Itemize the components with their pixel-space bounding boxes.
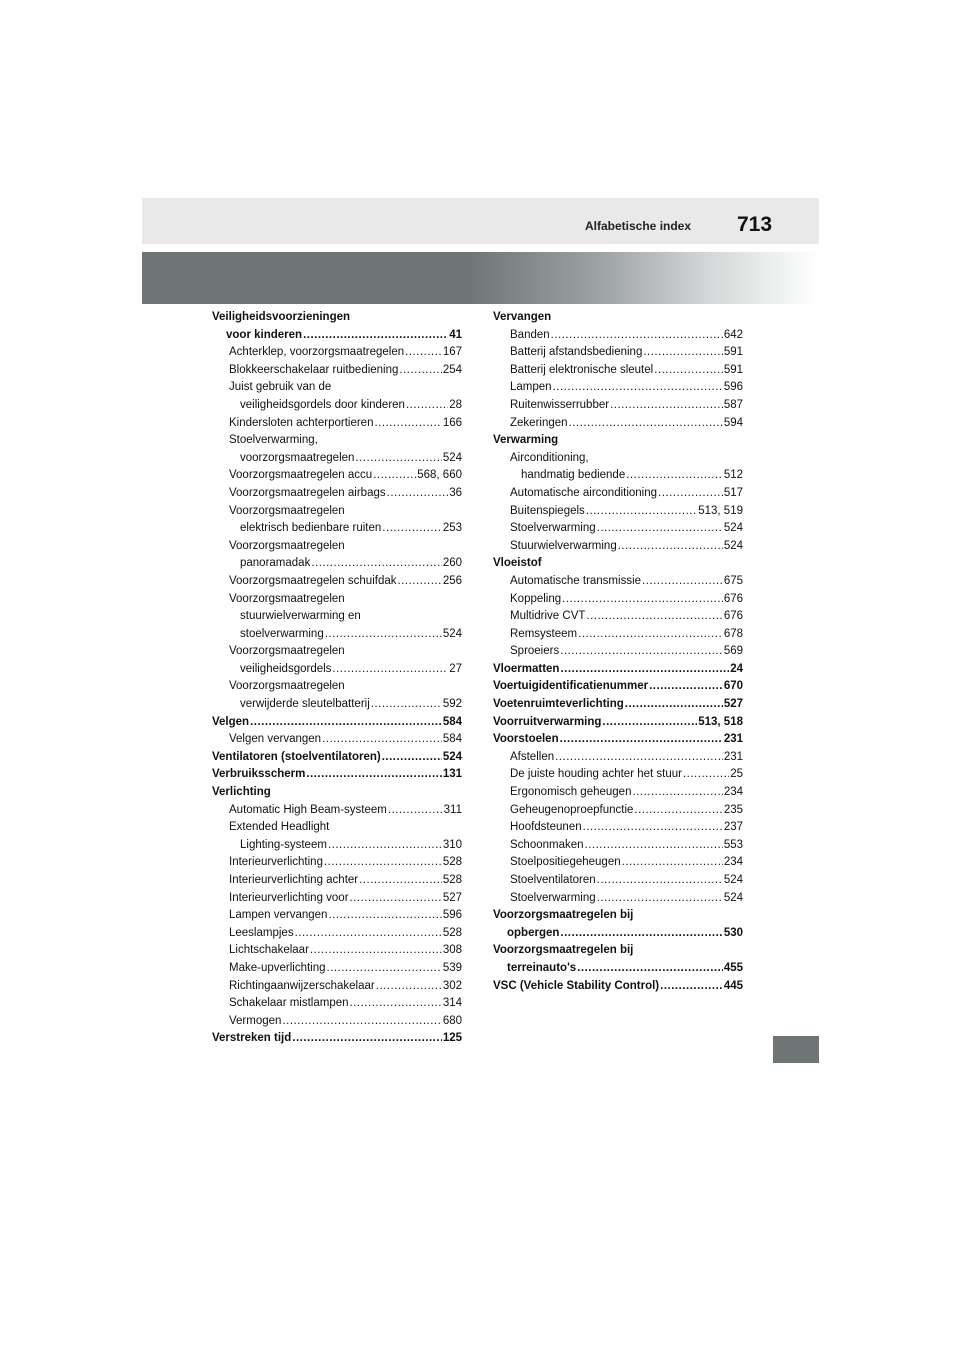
- index-page-ref: 676: [723, 592, 743, 605]
- index-entry: [493, 678, 743, 696]
- index-term: voor kinderen: [226, 328, 303, 341]
- dot-leader: [303, 327, 448, 345]
- index-page-ref: 680: [442, 1014, 462, 1027]
- index-page-ref: 539: [442, 961, 462, 974]
- index-entry: [493, 731, 743, 749]
- dot-leader: [325, 626, 442, 644]
- index-entry: [493, 890, 743, 908]
- dot-leader: [586, 503, 697, 521]
- index-page-ref: 596: [442, 909, 462, 922]
- index-entry: [493, 591, 743, 609]
- index-term: Vervangen: [493, 311, 552, 323]
- dot-leader: [324, 854, 442, 872]
- index-page-ref: 524: [442, 750, 462, 763]
- dot-leader: [322, 731, 442, 749]
- index-entry: [493, 978, 743, 996]
- index-entry: [212, 942, 462, 960]
- index-term: Stoelverwarming,: [229, 434, 318, 447]
- dot-leader: [632, 784, 722, 802]
- index-page-ref: 231: [723, 750, 743, 763]
- dot-leader: [328, 837, 442, 855]
- dot-leader: [586, 608, 722, 626]
- index-term: Velgen vervangen: [229, 733, 322, 746]
- index-term: Stoelpositiegeheugen: [510, 856, 621, 869]
- dot-leader: [560, 925, 722, 943]
- dot-leader: [597, 872, 723, 890]
- dot-leader: [371, 696, 442, 714]
- dot-leader: [359, 872, 442, 890]
- dot-leader: [405, 344, 442, 362]
- index-entry: [493, 626, 743, 644]
- index-page-ref: 676: [723, 610, 743, 623]
- index-term: Voorzorgsmaatregelen: [229, 539, 345, 552]
- index-entry: [493, 327, 743, 345]
- index-term: Voorzorgsmaatregelen: [229, 592, 345, 605]
- dot-leader: [562, 591, 723, 609]
- dot-leader: [642, 573, 723, 591]
- index-term: Voorzorgsmaatregelen bij: [493, 909, 634, 922]
- index-entry: [212, 854, 462, 872]
- index-entry: [493, 503, 743, 521]
- index-term: Voorzorgsmaatregelen accu: [229, 469, 373, 482]
- index-term: Koppeling: [510, 592, 562, 605]
- index-term: Remsysteem: [510, 627, 578, 640]
- index-page-ref: 524: [723, 891, 743, 904]
- dot-leader: [355, 450, 441, 468]
- index-entry: [493, 872, 743, 890]
- index-column-left: [212, 309, 462, 1048]
- dot-leader: [654, 362, 723, 380]
- index-page-ref: 235: [723, 803, 743, 816]
- index-entry: [493, 432, 743, 450]
- chapter-tab-marker: [773, 1036, 819, 1063]
- index-page-ref: 528: [442, 874, 462, 886]
- index-page-ref: 234: [723, 856, 743, 869]
- index-entry: [493, 397, 743, 415]
- index-term: Geheugenoproepfunctie: [510, 803, 634, 816]
- index-page-ref: 131: [442, 768, 462, 781]
- index-entry: [212, 591, 462, 609]
- index-term: Verwarming: [493, 434, 559, 447]
- index-page-ref: 527: [723, 698, 743, 711]
- index-term: Interieurverlichting: [229, 856, 323, 869]
- dot-leader: [578, 626, 723, 644]
- dot-leader: [649, 678, 723, 696]
- dot-leader: [597, 890, 723, 908]
- index-term: Automatische transmissie: [510, 574, 642, 587]
- index-entry: [493, 520, 743, 538]
- dot-leader: [569, 415, 723, 433]
- index-entry: [212, 485, 462, 503]
- index-entry: [493, 362, 743, 380]
- index-page-ref: 28: [449, 398, 462, 411]
- index-entry: [212, 819, 462, 837]
- dot-leader: [622, 854, 723, 872]
- index-term: Vermogen: [229, 1014, 282, 1027]
- index-term: Zekeringen: [510, 416, 568, 429]
- index-term: Vloermatten: [493, 662, 560, 675]
- dot-leader: [560, 731, 723, 749]
- index-page-ref: 166: [442, 416, 462, 429]
- index-entry: [212, 731, 462, 749]
- index-term: verwijderde sleutelbatterij: [240, 698, 370, 711]
- index-page-ref: 513, 519: [698, 504, 743, 517]
- index-entry: [493, 573, 743, 591]
- index-term: Schakelaar mistlampen: [229, 997, 349, 1010]
- dot-leader: [310, 942, 442, 960]
- index-entry: [493, 960, 743, 978]
- index-page-ref: 308: [442, 944, 462, 957]
- index-term: Voorzorgsmaatregelen bij: [493, 944, 634, 957]
- dot-leader: [350, 890, 442, 908]
- index-term: Extended Headlight: [229, 821, 330, 834]
- page-number: 713: [737, 213, 773, 236]
- index-term: Lampen vervangen: [229, 909, 328, 922]
- index-entry: [212, 573, 462, 591]
- index-page-ref: 587: [723, 398, 743, 411]
- index-entry: [212, 960, 462, 978]
- index-entry: [493, 485, 743, 503]
- index-term: Sproeiers: [510, 645, 560, 658]
- index-entry: [212, 397, 462, 415]
- dot-leader: [626, 467, 723, 485]
- index-page-ref: 36: [449, 486, 462, 499]
- index-entry: [493, 696, 743, 714]
- dot-leader: [374, 415, 441, 433]
- index-page-ref: 642: [723, 328, 743, 341]
- dot-leader: [551, 327, 723, 345]
- index-entry: [212, 450, 462, 468]
- index-page-ref: 256: [442, 574, 462, 587]
- index-page-ref: 234: [723, 786, 743, 799]
- index-page-ref: 584: [442, 715, 462, 728]
- index-page-ref: 553: [723, 838, 743, 851]
- index-entry: [212, 520, 462, 538]
- dot-leader: [382, 749, 442, 767]
- index-term: voorzorgsmaatregelen: [240, 451, 355, 464]
- index-page-ref: 524: [723, 874, 743, 886]
- index-entry: [212, 837, 462, 855]
- index-page-ref: 592: [442, 698, 462, 711]
- index-term: Voetenruimteverlichting: [493, 698, 624, 711]
- index-entry: [212, 379, 462, 397]
- dot-leader: [553, 379, 723, 397]
- index-entry: [493, 555, 743, 573]
- index-entry: [212, 608, 462, 626]
- index-term: Automatic High Beam-systeem: [229, 803, 387, 816]
- index-term: Ventilatoren (stoelventilatoren): [212, 750, 381, 763]
- index-page-ref: 568, 660: [417, 469, 462, 482]
- dot-leader: [577, 960, 723, 978]
- index-page-ref: 591: [723, 346, 743, 359]
- dot-leader: [295, 925, 442, 943]
- index-term: Velgen: [212, 715, 250, 728]
- index-entry: [212, 555, 462, 573]
- index-entry: [212, 1013, 462, 1031]
- index-entry: [212, 696, 462, 714]
- index-page-ref: 584: [442, 733, 462, 746]
- index-term: Banden: [510, 328, 550, 341]
- index-term: veiligheidsgordels: [240, 662, 332, 675]
- index-entry: [212, 890, 462, 908]
- index-page-ref: 517: [723, 486, 743, 499]
- dot-leader: [585, 837, 723, 855]
- index-page-ref: 455: [723, 961, 743, 974]
- index-page-ref: 254: [442, 363, 462, 376]
- index-term: veiligheidsgordels door kinderen: [240, 398, 405, 411]
- index-page-ref: 670: [723, 680, 743, 693]
- index-term: Afstellen: [510, 750, 555, 763]
- index-term: stoelverwarming: [240, 627, 324, 640]
- dot-leader: [328, 907, 441, 925]
- index-term: Multidrive CVT: [510, 610, 586, 623]
- index-page-ref: 167: [442, 346, 462, 359]
- dot-leader: [311, 555, 441, 573]
- index-term: opbergen: [507, 926, 560, 939]
- dot-leader: [327, 960, 442, 978]
- dot-leader: [350, 995, 442, 1013]
- index-entry: [212, 802, 462, 820]
- index-term: Stuurwielverwarming: [510, 539, 617, 552]
- index-term: Vloeistof: [493, 557, 542, 570]
- dot-leader: [292, 1030, 442, 1048]
- dot-leader: [560, 661, 729, 679]
- index-page-ref: 596: [723, 381, 743, 394]
- dot-leader: [658, 485, 723, 503]
- index-entry: [493, 942, 743, 960]
- dot-leader: [602, 714, 697, 732]
- index-term: Richtingaanwijzerschakelaar: [229, 979, 375, 992]
- index-page-ref: 591: [723, 363, 743, 376]
- dot-leader: [406, 397, 448, 415]
- index-entry: [212, 626, 462, 644]
- index-page-ref: 237: [723, 821, 743, 834]
- index-entry: [212, 538, 462, 556]
- index-entry: [212, 749, 462, 767]
- index-term: Make-upverlichting: [229, 961, 326, 974]
- index-entry: [212, 995, 462, 1013]
- index-page-ref: 25: [730, 768, 743, 781]
- index-term: Verbruiksscherm: [212, 768, 306, 781]
- decorative-gradient-bar: [142, 252, 819, 304]
- index-term: Schoonmaken: [510, 838, 584, 851]
- index-term: Buitenspiegels: [510, 504, 585, 517]
- index-term: Stoelventilatoren: [510, 874, 596, 886]
- index-term: Voorzorgsmaatregelen airbags: [229, 486, 386, 499]
- dot-leader: [597, 520, 723, 538]
- index-term: Voorzorgsmaatregelen: [229, 680, 345, 693]
- index-entry: [493, 802, 743, 820]
- index-page-ref: 253: [442, 522, 462, 535]
- index-term: Verstreken tijd: [212, 1032, 292, 1045]
- index-page-ref: 302: [442, 979, 462, 992]
- index-page-ref: 513, 518: [698, 715, 743, 728]
- index-entry: [493, 643, 743, 661]
- index-page-ref: 24: [730, 662, 743, 675]
- index-term: Achterklep, voorzorgsmaatregelen: [229, 346, 405, 359]
- index-page-ref: 260: [442, 557, 462, 570]
- index-term: Airconditioning,: [510, 451, 589, 464]
- index-entry: [493, 819, 743, 837]
- index-page-ref: 524: [723, 539, 743, 552]
- index-entry: [212, 344, 462, 362]
- index-term: Ergonomisch geheugen: [510, 786, 632, 799]
- index-term: Stoelverwarming: [510, 522, 596, 535]
- index-term: Blokkeerschakelaar ruitbediening: [229, 363, 399, 376]
- dot-leader: [376, 978, 442, 996]
- index-term: Batterij afstandsbediening: [510, 346, 643, 359]
- index-term: Kindersloten achterportieren: [229, 416, 374, 429]
- index-term: handmatig bediende: [521, 469, 626, 482]
- index-entry: [493, 379, 743, 397]
- dot-leader: [387, 485, 449, 503]
- index-page-ref: 528: [442, 856, 462, 869]
- index-entry: [493, 467, 743, 485]
- dot-leader: [643, 344, 722, 362]
- index-page-ref: 125: [442, 1032, 462, 1045]
- dot-leader: [398, 573, 442, 591]
- index-entry: [493, 344, 743, 362]
- index-entry: [212, 467, 462, 485]
- index-column-right: [493, 309, 743, 995]
- index-page-ref: 512: [723, 469, 743, 482]
- index-term: Voertuigidentificatienummer: [493, 680, 649, 693]
- index-entry: [212, 872, 462, 890]
- index-entry: [493, 538, 743, 556]
- index-entry: [212, 978, 462, 996]
- index-entry: [212, 661, 462, 679]
- index-page-ref: 524: [442, 627, 462, 640]
- index-entry: [212, 327, 462, 345]
- index-entry: [212, 643, 462, 661]
- dot-leader: [583, 819, 723, 837]
- dot-leader: [388, 802, 443, 820]
- index-term: terreinauto's: [507, 961, 577, 974]
- dot-leader: [250, 714, 442, 732]
- index-term: Stoelverwarming: [510, 891, 596, 904]
- index-page-ref: 314: [442, 997, 462, 1010]
- dot-leader: [618, 538, 723, 556]
- index-page-ref: 311: [443, 803, 462, 816]
- index-entry: [212, 678, 462, 696]
- index-entry: [493, 907, 743, 925]
- index-page-ref: 231: [723, 733, 743, 746]
- dot-leader: [399, 362, 441, 380]
- index-entry: [212, 415, 462, 433]
- index-entry: [212, 714, 462, 732]
- index-term: VSC (Vehicle Stability Control): [493, 979, 660, 992]
- dot-leader: [625, 696, 723, 714]
- index-page-ref: 527: [442, 891, 462, 904]
- index-entry: [493, 925, 743, 943]
- index-term: Interieurverlichting achter: [229, 874, 359, 886]
- index-page-ref: 310: [442, 838, 462, 851]
- index-page-ref: 530: [723, 926, 743, 939]
- index-term: Voorstoelen: [493, 733, 559, 746]
- index-term: Automatische airconditioning: [510, 486, 658, 499]
- dot-leader: [634, 802, 722, 820]
- index-entry: [212, 925, 462, 943]
- index-term: Voorruitverwarming: [493, 715, 602, 728]
- index-page-ref: 528: [442, 926, 462, 939]
- index-entry: [493, 837, 743, 855]
- index-term: Lighting-systeem: [240, 838, 327, 851]
- index-term: elektrisch bedienbare ruiten: [240, 522, 382, 535]
- index-entry: [493, 415, 743, 433]
- index-entry: [493, 309, 743, 327]
- index-entry: [493, 854, 743, 872]
- dot-leader: [555, 749, 723, 767]
- index-entry: [212, 362, 462, 380]
- dot-leader: [332, 661, 448, 679]
- index-page-ref: 41: [449, 328, 462, 341]
- index-page-ref: 27: [449, 662, 462, 675]
- index-term: Lichtschakelaar: [229, 944, 309, 957]
- dot-leader: [282, 1013, 441, 1031]
- index-page-ref: 445: [723, 979, 743, 992]
- index-term: De juiste houding achter het stuur: [510, 768, 682, 781]
- index-page-ref: 678: [723, 627, 743, 640]
- index-term: panoramadak: [240, 557, 311, 570]
- index-term: Voorzorgsmaatregelen: [229, 645, 345, 658]
- dot-leader: [660, 978, 723, 996]
- index-term: Leeslampjes: [229, 926, 294, 939]
- index-entry: [493, 661, 743, 679]
- index-entry: [212, 309, 462, 327]
- index-term: Veiligheidsvoorzieningen: [212, 311, 351, 323]
- dot-leader: [683, 766, 729, 784]
- index-entry: [212, 503, 462, 521]
- index-entry: [212, 432, 462, 450]
- index-term: Voorzorgsmaatregelen schuifdak: [229, 574, 397, 587]
- index-entry: [212, 766, 462, 784]
- header-band: [142, 198, 819, 244]
- index-page-ref: 524: [442, 451, 462, 464]
- index-term: Juist gebruik van de: [229, 381, 332, 394]
- index-entry: [212, 784, 462, 802]
- dot-leader: [610, 397, 723, 415]
- index-term: Voorzorgsmaatregelen: [229, 504, 345, 517]
- index-term: Verlichting: [212, 786, 271, 799]
- section-title: Alfabetische index: [585, 219, 692, 233]
- index-term: stuurwielverwarming en: [240, 610, 361, 623]
- dot-leader: [306, 766, 441, 784]
- index-page-ref: 675: [723, 574, 743, 587]
- index-page-ref: 594: [723, 416, 743, 429]
- index-term: Lampen: [510, 381, 552, 394]
- index-entry: [212, 907, 462, 925]
- index-entry: [493, 608, 743, 626]
- index-entry: [493, 714, 743, 732]
- index-entry: [212, 1030, 462, 1048]
- dot-leader: [560, 643, 723, 661]
- index-term: Ruitenwisserrubber: [510, 398, 610, 411]
- index-term: Interieurverlichting voor: [229, 891, 349, 904]
- index-page-ref: 524: [723, 522, 743, 535]
- index-term: Hoofdsteunen: [510, 821, 582, 834]
- index-page-ref: 569: [723, 645, 743, 658]
- index-entry: [493, 450, 743, 468]
- index-term: Batterij elektronische sleutel: [510, 363, 654, 376]
- index-entry: [493, 749, 743, 767]
- index-entry: [493, 784, 743, 802]
- dot-leader: [382, 520, 442, 538]
- dot-leader: [373, 467, 416, 485]
- index-entry: [493, 766, 743, 784]
